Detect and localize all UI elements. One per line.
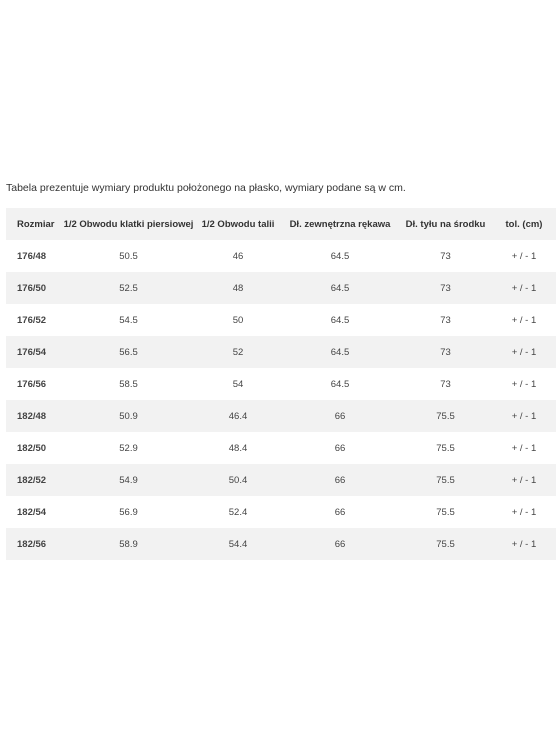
cell-chest: 58.5	[119, 378, 138, 390]
header-sleeve: Dł. zewnętrzna rękawa	[289, 218, 391, 230]
cell-back-length: 75.5	[436, 410, 455, 422]
header-back-length: Dł. tyłu na środku	[405, 218, 486, 230]
cell-waist: 50.4	[228, 474, 248, 486]
cell-back-length: 75.5	[436, 506, 455, 518]
header-chest: 1/2 Obwodu klatki piersiowej	[63, 218, 194, 230]
table-caption: Tabela prezentuje wymiary produktu położonego na płasko, wymiary podane są w cm.	[6, 182, 406, 194]
cell-tolerance: + / - 1	[511, 506, 537, 518]
cell-sleeve: 66	[334, 538, 346, 550]
cell-sleeve: 64.5	[330, 250, 350, 262]
table-row	[6, 272, 556, 304]
table-row	[6, 240, 556, 272]
header-waist: 1/2 Obwodu talii	[201, 218, 275, 230]
cell-tolerance: + / - 1	[511, 346, 537, 358]
cell-tolerance: + / - 1	[511, 538, 537, 550]
cell-sleeve: 64.5	[330, 282, 350, 294]
table-header-row	[6, 208, 556, 240]
cell-tolerance: + / - 1	[511, 442, 537, 454]
cell-sleeve: 64.5	[330, 314, 350, 326]
table-row	[6, 400, 556, 432]
cell-size: 176/52	[17, 314, 47, 326]
cell-chest: 50.5	[119, 250, 138, 262]
header-size: Rozmiar	[17, 218, 55, 230]
cell-back-length: 73	[440, 314, 451, 326]
table-row	[6, 528, 556, 560]
cell-waist: 52	[232, 346, 244, 358]
cell-chest: 54.9	[119, 474, 138, 486]
cell-tolerance: + / - 1	[511, 282, 537, 294]
cell-size: 176/50	[17, 282, 47, 294]
cell-tolerance: + / - 1	[511, 410, 537, 422]
cell-chest: 58.9	[119, 538, 138, 550]
table-row	[6, 496, 556, 528]
cell-chest: 52.5	[119, 282, 138, 294]
header-tolerance: tol. (cm)	[505, 218, 543, 230]
cell-size: 176/54	[17, 346, 47, 358]
cell-waist: 54.4	[228, 538, 248, 550]
cell-size: 182/50	[17, 442, 47, 454]
cell-tolerance: + / - 1	[511, 474, 537, 486]
cell-waist: 46	[232, 250, 244, 262]
cell-back-length: 73	[440, 282, 451, 294]
cell-sleeve: 64.5	[330, 378, 350, 390]
cell-back-length: 73	[440, 250, 451, 262]
cell-waist: 48	[232, 282, 244, 294]
cell-chest: 52.9	[119, 442, 138, 454]
cell-sleeve: 66	[334, 442, 346, 454]
cell-back-length: 73	[440, 346, 451, 358]
cell-size: 182/48	[17, 410, 47, 422]
cell-sleeve: 66	[334, 474, 346, 486]
cell-size: 182/56	[17, 538, 47, 550]
cell-size: 182/54	[17, 506, 47, 518]
cell-waist: 52.4	[228, 506, 248, 518]
cell-back-length: 75.5	[436, 442, 455, 454]
cell-chest: 54.5	[119, 314, 138, 326]
cell-tolerance: + / - 1	[511, 378, 537, 390]
cell-chest: 56.9	[119, 506, 138, 518]
cell-chest: 50.9	[119, 410, 138, 422]
cell-waist: 48.4	[228, 442, 248, 454]
cell-size: 176/48	[17, 250, 47, 262]
cell-back-length: 75.5	[436, 474, 455, 486]
table-row	[6, 464, 556, 496]
size-table	[6, 208, 556, 560]
cell-waist: 46.4	[228, 410, 248, 422]
cell-sleeve: 64.5	[330, 346, 350, 358]
table-row	[6, 336, 556, 368]
cell-sleeve: 66	[334, 506, 346, 518]
cell-chest: 56.5	[119, 346, 138, 358]
cell-waist: 50	[232, 314, 244, 326]
cell-back-length: 73	[440, 378, 451, 390]
cell-size: 176/56	[17, 378, 47, 390]
table-row	[6, 368, 556, 400]
table-row	[6, 432, 556, 464]
cell-waist: 54	[232, 378, 244, 390]
cell-size: 182/52	[17, 474, 47, 486]
cell-sleeve: 66	[334, 410, 346, 422]
cell-tolerance: + / - 1	[511, 250, 537, 262]
cell-tolerance: + / - 1	[511, 314, 537, 326]
cell-back-length: 75.5	[436, 538, 455, 550]
table-row	[6, 304, 556, 336]
